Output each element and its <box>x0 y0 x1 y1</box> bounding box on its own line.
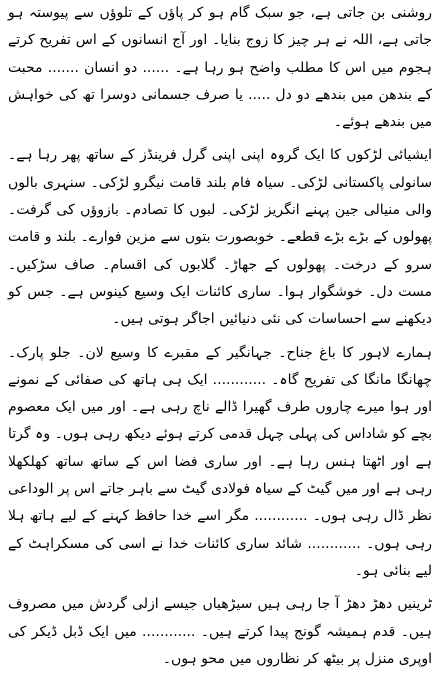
paragraph-3: ہمارے لاہور کا باغ جناح۔ جہانگیر کے مقبرے کا وسیع لان۔ جلو پارک۔ چھانگا مانگا کی تفریح گاہ۔ ............ ایک ہی ہاتھ کی صفائی کے نمونے اور ہوا میرے چاروں طرف گھیرا ڈالے ناچ رہی ہے۔ اور میں ایک معصوم بچے کو شاداس کی پہلی چہل قدمی کرتے ہوئے دیکھ رہی ہوں۔ وہ گرتا ہے اور اٹھتا ہنس رہا ہے۔ اور ساری فضا اس کے ساتھ ساتھ کھلکھلا رہی ہے اور میں گیٹ کے سیاہ فولادی گیٹ سے باہر جاتے اس پر الوداعی نظر ڈال رہی ہوں۔ ............ مگر اسے خدا حافظ کہنے کے لیے ہاتھ ہلا رہی ہوں۔ ............ شائد ساری کائنات خدا نے اسی کی مسکراہٹ کے لیے بنائی ہو۔ <box>8 344 432 579</box>
paragraph-4: ٹرینیں دھڑ دھڑ آ جا رہی ہیں سیڑھیاں جیسے ازلی گردش میں مصروف ہیں۔ قدم ہمیشہ گونج پیدا کرتے ہیں۔ ............ میں ایک ڈبل ڈیکر کی اوپری منزل پر بیٹھ کر نظاروں میں محو ہوں۔ <box>8 596 432 667</box>
paragraph-2: ایشیائی لڑکوں کا ایک گروہ اپنی اپنی گرل فرینڈز کے ساتھ پھر رہا ہے۔ سانولی پاکستانی لڑکی۔ سیاہ فام بلند قامت نیگرو لڑکی۔ سنہری بالوں والی منیالی جین پہنے انگریز لڑکی۔ لبوں کا تصادم۔ بازوؤں کی گرفت۔ پھولوں کے بڑے بڑے قطعے۔ خوبصورت بتوں سے مزین فوارے۔ بلند و قامت سرو کے درخت۔ پھولوں کے جھاڑ۔ گلابوں کی اقسام۔ صاف سڑکیں۔ مست دل۔ خوشگوار ہوا۔ ساری کائنات ایک وسیع کینوس ہے۔ جس کو دیکھنے سے احساسات کی نئی دنیائیں اجاگر ہوتی ہیں۔ <box>8 147 432 328</box>
paragraph-1: روشنی بن جاتی ہے، جو سبک گام ہو کر پاؤں کے تلوؤں سے پیوستہ ہو جاتی ہے، اللہ نے ہر چیز کا زوج بنایا۔ اور آج انسانوں کے اس تفریح کرتے ہجوم میں اس کا مطلب واضح ہو رہا ہے۔ ...... دو انسان ....... محبت کے بندھن میں بندھے دو دل ..... یا صرف جسمانی دوسرا تھ کی خواہش میں بندھے ہوئے۔ <box>8 5 432 131</box>
